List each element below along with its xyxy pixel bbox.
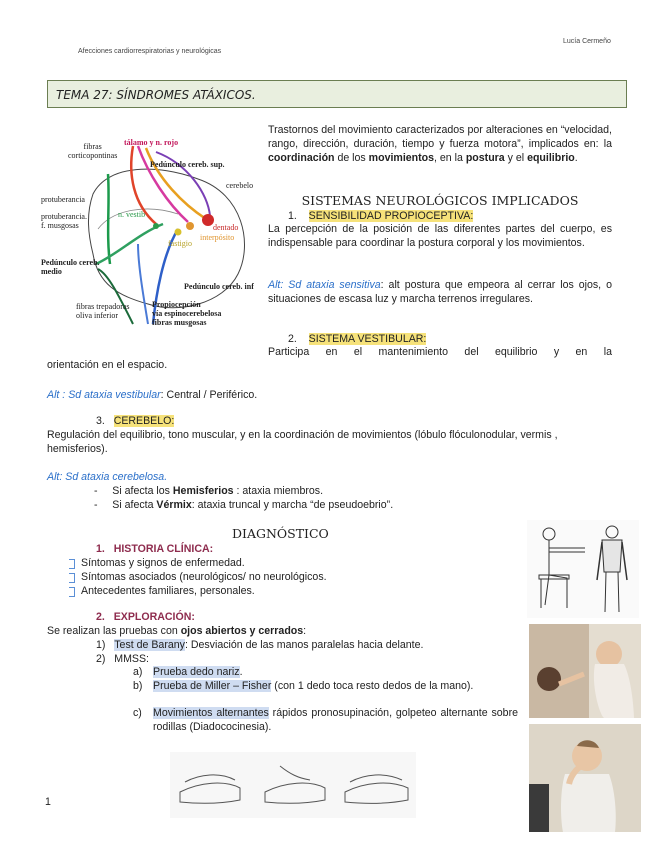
topic-title: TEMA 27: SÍNDROMES ATÁXICOS. — [56, 88, 256, 102]
subheading-exploracion: 2. EXPLORACIÓN: — [96, 611, 195, 623]
exploracion-item-barany: 1) Test de Barany: Desviación de las manos paralelas hacia delante. — [96, 639, 424, 651]
page-number: 1 — [45, 796, 51, 808]
cerebelo-item-hemisferios: - Si afecta los Hemisferios : ataxia miembros. — [94, 485, 324, 497]
mmss-sub-c: Movimientos alternantes rápidos pronosupinación, golpeteo alternante sobre rodillas (Diadococinesia). — [153, 707, 518, 734]
topic-title-box — [47, 80, 627, 108]
vestibular-text-1: Participa en el mantenimiento del equilibrio y en la — [268, 346, 612, 358]
label-pedunculo-medio: Pedúnculo cereb. medio — [41, 258, 100, 276]
list-item: Síntomas y signos de enfermedad. — [68, 556, 327, 570]
section-heading-sistemas: SISTEMAS NEUROLÓGICOS IMPLICADOS — [301, 193, 579, 208]
label-dentado: dentado — [213, 223, 239, 232]
finger-nose-photo — [529, 624, 641, 718]
exploracion-intro: Se realizan las pruebas con ojos abiertos y cerrados: — [47, 625, 307, 637]
mmss-sub-b: Prueba de Miller – Fisher (con 1 dedo toca resto dedos de la mano). — [153, 680, 474, 692]
label-cerebelo: cerebelo — [226, 181, 254, 190]
subheading-sensibilidad: 1. SENSIBILIDAD PROPIOCEPTIVA: — [288, 210, 474, 222]
alt-ataxia-sensitiva: Alt: Sd ataxia sensitiva: alt postura que empeora al cerrar los ojos, o situaciones de escasa luz y marcha terrenos irregulares. — [268, 279, 612, 306]
cerebelo-item-vermix: - Si afecta Vérmix: ataxia truncal y marcha “de pseudoebrio”. — [94, 499, 394, 511]
label-pedunculo-sup: Pedúnculo cereb. sup. — [150, 160, 225, 169]
subheading-cerebelo: 3. CEREBELO: — [96, 415, 175, 427]
list-item: Antecedentes familiares, personales. — [68, 584, 327, 598]
label-pedunculo-inf: Pedúnculo cereb. inf — [184, 282, 254, 291]
mmss-sub-a: Prueba dedo nariz. — [153, 666, 243, 678]
historia-clinica-list — [68, 556, 327, 599]
barany-test-illustration — [527, 520, 639, 618]
label-talamo: tálamo y n. rojo — [124, 138, 179, 147]
label-protuberancia-musgosas: protuberancia. f. musgosas — [41, 212, 87, 230]
label-propiocepcion: Propiocepción vía espinocerebelosa fibras musgosas — [152, 300, 222, 327]
list-item: Síntomas asociados (neurológicos/ no neurológicos. — [68, 570, 327, 584]
mmss-sub-a-num: a) — [133, 666, 143, 678]
subheading-vestibular: 2. SISTEMA VESTIBULAR: — [288, 333, 427, 345]
vestibular-text-2: orientación en el espacio. — [47, 359, 168, 371]
label-n-vestib: n. vestib — [118, 210, 146, 219]
header-author: Lucía Cermeño — [563, 38, 611, 45]
label-fibras-trepadoras: fibras trepadoras oliva inferior — [76, 302, 130, 320]
label-fibras-corticopontinas: fibras corticopontinas — [68, 142, 118, 160]
label-interposito: interpósito — [200, 233, 235, 242]
subheading-historia-clinica: 1. HISTORIA CLÍNICA: — [96, 543, 214, 555]
finger-nose-closed-eyes-photo — [529, 724, 641, 832]
alternating-movements-illustration — [170, 752, 416, 818]
cerebellum-pathways-diagram — [38, 134, 266, 334]
mmss-sub-c-num: c) — [133, 707, 142, 719]
section-heading-diagnostico: DIAGNÓSTICO — [232, 526, 329, 541]
sensibilidad-text: La percepción de la posición de las diferentes partes del cuerpo, es indispensable para coordinar la postura corporal y los movimientos. — [268, 223, 612, 250]
label-protuberancia: protuberancia — [41, 195, 85, 204]
exploracion-item-mmss: 2) MMSS: — [96, 653, 149, 665]
header-subject: Afecciones cardiorrespiratorias y neurológicas — [78, 48, 222, 55]
alt-ataxia-vestibular: Alt : Sd ataxia vestibular: Central / Periférico. — [47, 389, 258, 401]
intro-paragraph: Trastornos del movimiento caracterizados por alteraciones en “velocidad, rango, dirección, duración, tiempo y fuerza motora”, implicados en: la coordinación de los movimientos, en la postura y el equilibrio. — [268, 124, 612, 165]
label-fastigio: fastigio — [168, 239, 192, 248]
alt-ataxia-cerebelosa: Alt: Sd ataxia cerebelosa. — [47, 471, 168, 483]
cerebelo-text: Regulación del equilibrio, tono muscular, y en la coordinación de movimientos (lóbulo flóculonodular, vermis , hemisferios). — [47, 429, 558, 456]
mmss-sub-b-num: b) — [133, 680, 143, 692]
